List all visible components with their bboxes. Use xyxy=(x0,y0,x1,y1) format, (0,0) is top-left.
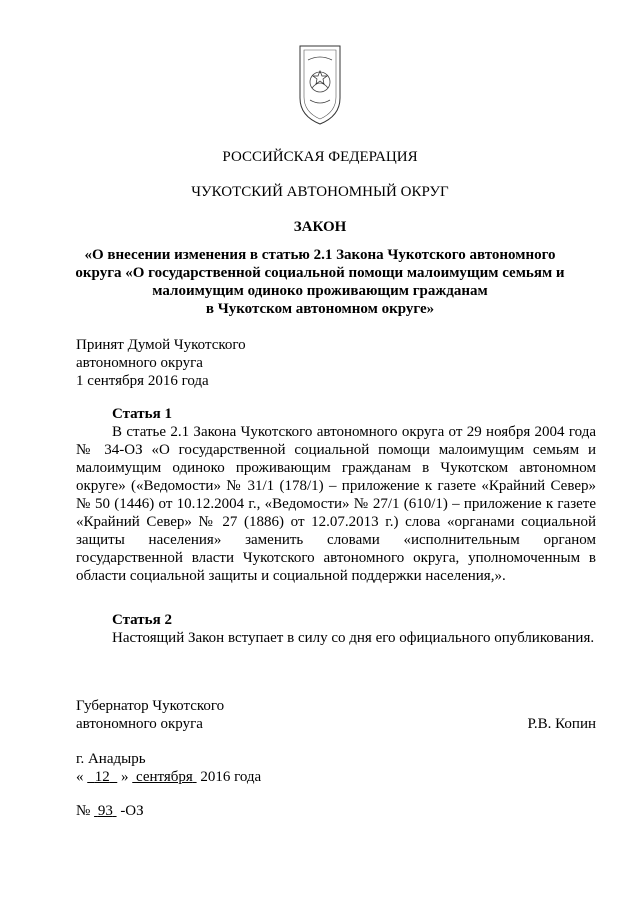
date-open-quote: « xyxy=(76,769,84,785)
number-suffix: -ОЗ xyxy=(120,803,144,819)
article-1-heading: Статья 1 xyxy=(112,406,172,422)
date-day xyxy=(87,769,117,785)
law-title-line: округа «О государственной социальной помощи малоимущим семьям и xyxy=(75,265,565,281)
adoption-line: автономного округа xyxy=(76,355,203,371)
law-title-line: в Чукотском автономном округе» xyxy=(205,301,435,317)
signing-date xyxy=(76,768,261,786)
article-2-heading: Статья 2 xyxy=(112,612,172,628)
law-title-line: «О внесении изменения в статью 2.1 Закона Чукотского автономного xyxy=(84,247,556,263)
date-month-value: сентября xyxy=(136,769,193,785)
law-title-line: малоимущим одиноко проживающим гражданам xyxy=(152,283,488,299)
date-year: 2016 года xyxy=(200,769,262,785)
article-1-text: В статье 2.1 Закона Чукотского автономного округа от 29 ноября 2004 года № 34-ОЗ «О государственной социальной помощи малоимущим семьям и малоимущим одиноко проживающим гражданам в Чукотском автономном округе» («Ведомости» № 31/1 (178/1) – приложение к газете «Крайний Север» № 50 (1446) от 10.12.2004 г., «Ведомости» № 27/1 (610/1) – приложение к газете «Крайний Север» № 27 (1886) от 12.07.2013 г.) слова «органами социальной защиты населения» заменить словами «исполнительным органом государственной власти Чукотского автономного округа, уполномоченным в области социальной защиты и социальной поддержки населения,». xyxy=(76,424,596,584)
article-2-text: Настоящий Закон вступает в силу со дня его официального опубликования. xyxy=(112,630,595,646)
number-value xyxy=(94,803,117,819)
signatory-name: Р.В. Копин xyxy=(527,716,596,732)
date-month xyxy=(132,769,196,785)
law-title xyxy=(0,246,640,318)
number-value-text: 93 xyxy=(97,803,113,819)
adoption-line: Принят Думой Чукотского xyxy=(76,337,246,353)
region-name: ЧУКОТСКИЙ АВТОНОМНЫЙ ОКРУГ xyxy=(191,184,449,200)
date-close-quote: » xyxy=(121,769,129,785)
adoption-line: 1 сентября 2016 года xyxy=(76,373,209,389)
signature-position xyxy=(76,697,224,733)
law-number xyxy=(76,802,144,820)
country-name: РОССИЙСКАЯ ФЕДЕРАЦИЯ xyxy=(222,149,418,165)
signature-position-line: автономного округа xyxy=(76,716,203,732)
number-prefix: № xyxy=(76,803,91,819)
signature-position-line: Губернатор Чукотского xyxy=(76,698,225,714)
document-type: ЗАКОН xyxy=(293,219,347,235)
date-day-value: 12 xyxy=(94,769,110,785)
coat-of-arms-emblem xyxy=(296,40,344,128)
city: г. Анадырь xyxy=(76,751,146,767)
place-and-date xyxy=(76,750,261,786)
adoption-info xyxy=(76,336,246,390)
